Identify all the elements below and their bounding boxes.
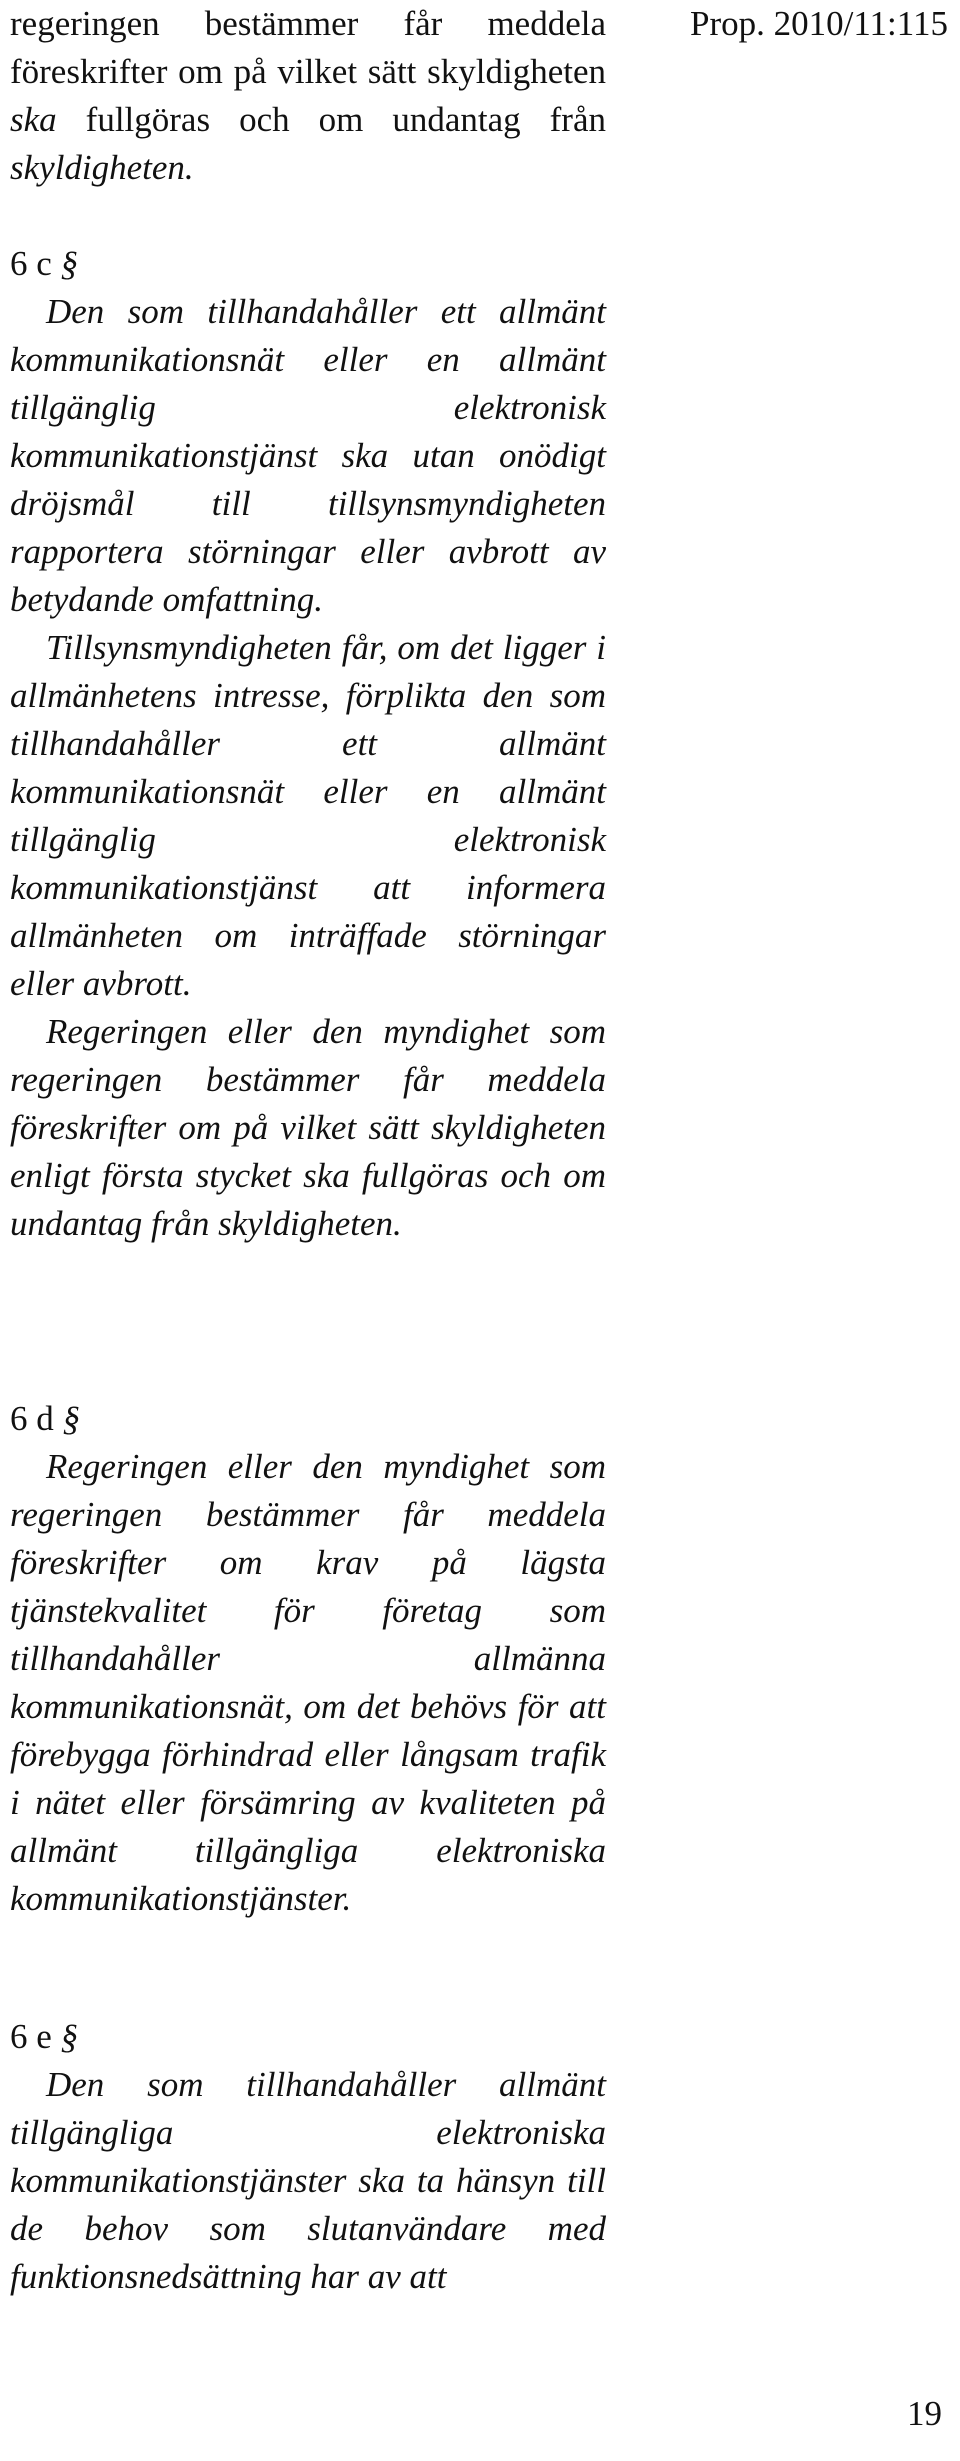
- section-6c-paragraph-3: Regeringen eller den myndighet som regeringen bestämmer får meddela föreskrifter om på vilket sätt skyldigheten enligt första stycket ska fullgöras och om undantag från skyldigheten.: [10, 1012, 606, 1243]
- intro-text-c: fullgöras och om undantag från: [56, 100, 606, 139]
- section-6c-heading: [10, 240, 606, 288]
- section-6d-paragraph-1: Regeringen eller den myndighet som regeringen bestämmer får meddela föreskrifter om krav på lägsta tjänstekvalitet för företag som tillhandahåller allmänna kommunikationsnät, om det behövs för att förebygga förhindrad eller långsam trafik i nätet eller försämring av kvaliteten på allmänt tillgängliga elektroniska kommunikationstjänster.: [10, 1447, 606, 1918]
- intro-text-a: regeringen bestämmer får meddela föreskrifter om på vilket sätt skyldigheten: [10, 4, 606, 91]
- intro-block: [10, 0, 606, 192]
- proposition-reference: Prop. 2010/11:115: [690, 4, 948, 43]
- section-6d-heading: [10, 1395, 606, 1443]
- section-6c: [10, 240, 606, 1248]
- intro-text-ska: ska: [10, 100, 57, 139]
- section-6e-number: 6 e: [10, 2017, 52, 2056]
- section-6d: [10, 1395, 606, 1923]
- section-6c-paragraph-2: Tillsynsmyndigheten får, om det ligger i allmänhetens intresse, förplikta den som tillhandahåller ett allmänt kommunikationsnät eller en allmänt tillgänglig elektronisk kommunikationstjänst att informera allmänheten om inträffade störningar eller avbrott.: [10, 628, 606, 1003]
- section-sign-icon: §: [60, 2017, 79, 2056]
- section-6c-paragraph-1: Den som tillhandahåller ett allmänt kommunikationsnät eller en allmänt tillgänglig elektronisk kommunikationstjänst ska utan onödigt dröjsmål till tillsynsmyndigheten rapportera störningar eller avbrott av betydande omfattning.: [10, 292, 606, 619]
- page-number: 19: [907, 2394, 942, 2433]
- section-sign-icon: §: [60, 244, 79, 283]
- section-6e-paragraph-1: Den som tillhandahåller allmänt tillgängliga elektroniska kommunikationstjänster ska ta hänsyn till de behov som slutanvändare med funktionsnedsättning har av att: [10, 2065, 606, 2296]
- section-6e: [10, 2013, 606, 2301]
- section-6d-number: 6 d: [10, 1399, 54, 1438]
- section-6c-number: 6 c: [10, 244, 52, 283]
- section-6e-heading: [10, 2013, 606, 2061]
- intro-text-d: skyldigheten.: [10, 148, 194, 187]
- section-sign-icon: §: [62, 1399, 80, 1438]
- intro-paragraph: [10, 0, 606, 192]
